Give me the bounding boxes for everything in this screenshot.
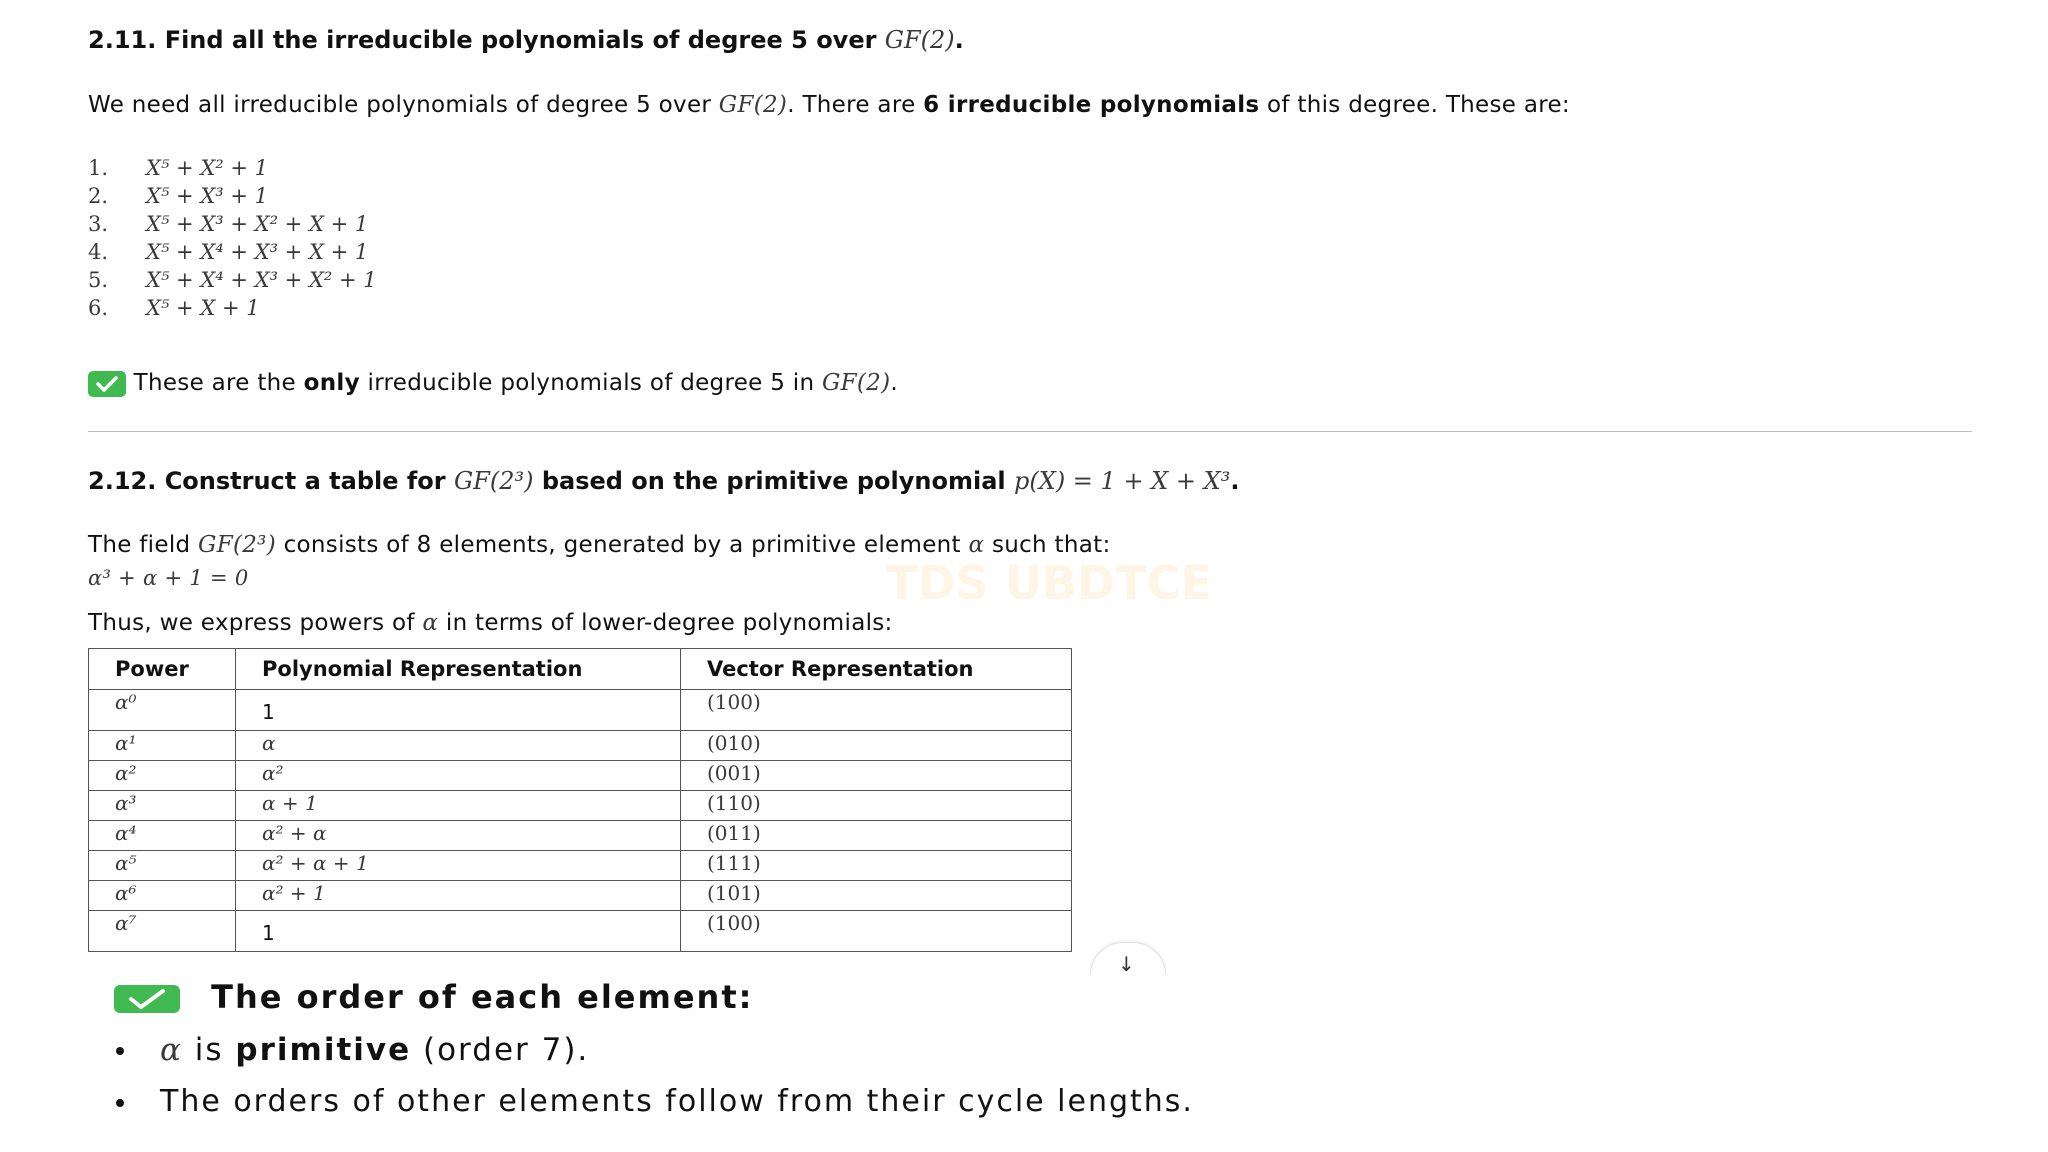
- conclusion-text-b: irreducible polynomials of degree 5 in: [367, 370, 815, 396]
- heading-math: GF(2): [884, 26, 955, 54]
- heading-math: GF(2³): [454, 467, 534, 495]
- vector-cell: (110): [681, 791, 1072, 821]
- column-header: Power: [89, 649, 236, 690]
- check-mark-icon: [88, 371, 126, 397]
- list-number: 4.: [88, 240, 109, 264]
- poly-cell: α²: [236, 761, 681, 791]
- alpha-symbol: α: [422, 610, 439, 636]
- poly-cell: [236, 911, 681, 952]
- gf8-table: [88, 648, 1072, 952]
- intro-paragraph: [88, 92, 1570, 118]
- table-row: [89, 761, 1072, 791]
- table-row: [89, 911, 1072, 952]
- bullet-dot: [116, 1047, 124, 1055]
- heading-text: 2.12. Construct a table for: [88, 467, 446, 495]
- intro-text: We need all irreducible polynomials of degree 5 over: [88, 92, 712, 118]
- vector-cell: (101): [681, 881, 1072, 911]
- power-cell: α⁰: [89, 690, 236, 731]
- section-2-12-heading: [88, 467, 1239, 495]
- heading-math-polynomial: p(X) = 1 + X + X³: [1014, 467, 1231, 495]
- thus-paragraph: [88, 610, 893, 636]
- poly-cell: α + 1: [236, 791, 681, 821]
- field-text: The field: [88, 532, 191, 558]
- table-row: [89, 851, 1072, 881]
- list-number: 3.: [88, 212, 109, 236]
- poly-value: 1: [262, 921, 275, 945]
- watermark: TDS UBDTCE: [886, 556, 1212, 610]
- heading-text-b: based on the primitive polynomial: [541, 467, 1006, 495]
- bullet-orders: The orders of other elements follow from their cycle lengths.: [160, 1084, 1194, 1119]
- bullet-primitive: [160, 1032, 589, 1068]
- heading-end: .: [1230, 467, 1240, 495]
- heading-text: 2.11. Find all the irreducible polynomials of degree 5 over: [88, 26, 877, 54]
- list-number: 6.: [88, 296, 109, 320]
- field-text-b: consists of 8 elements, generated by a primitive element: [283, 532, 961, 558]
- scroll-to-bottom-button[interactable]: [1090, 942, 1166, 975]
- field-description: [88, 532, 1111, 558]
- polynomial: X⁵ + X⁴ + X³ + X² + 1: [146, 268, 377, 292]
- table-row: [89, 821, 1072, 851]
- bullet-bold: primitive: [235, 1032, 412, 1068]
- power-cell: α³: [89, 791, 236, 821]
- polynomial: X⁵ + X² + 1: [146, 156, 268, 180]
- alpha-symbol: α: [968, 532, 985, 558]
- column-header: Vector Representation: [681, 649, 1072, 690]
- polynomial: X⁵ + X³ + 1: [146, 184, 268, 208]
- bullet-dot: [116, 1099, 124, 1107]
- vector-cell: (111): [681, 851, 1072, 881]
- order-title: The order of each element:: [211, 978, 754, 1016]
- power-cell: α²: [89, 761, 236, 791]
- table-header-row: [89, 649, 1072, 690]
- table-row: [89, 731, 1072, 761]
- list-number: 1.: [88, 156, 109, 180]
- vector-cell: (011): [681, 821, 1072, 851]
- vector-cell: (100): [681, 690, 1072, 731]
- bullet-text-b: (order 7).: [423, 1032, 590, 1068]
- poly-value: 1: [262, 700, 275, 724]
- power-cell: α⁵: [89, 851, 236, 881]
- conclusion-math: GF(2): [821, 370, 891, 396]
- table-row: [89, 690, 1072, 731]
- conclusion-bold: only: [303, 370, 360, 396]
- column-header: Polynomial Representation: [236, 649, 681, 690]
- conclusion-end: .: [890, 370, 898, 396]
- vector-cell: (010): [681, 731, 1072, 761]
- conclusion-text: These are the: [133, 370, 296, 396]
- arrow-down-icon: ↓: [1118, 952, 1135, 976]
- alpha-symbol: α: [160, 1032, 183, 1068]
- field-math: GF(2³): [198, 532, 276, 558]
- vector-cell: (001): [681, 761, 1072, 791]
- poly-cell: α² + 1: [236, 881, 681, 911]
- bullet-text: is: [194, 1032, 224, 1068]
- vector-cell: (100): [681, 911, 1072, 952]
- poly-cell: [236, 690, 681, 731]
- thus-text: Thus, we express powers of: [88, 610, 415, 636]
- intro-math: GF(2): [718, 92, 788, 118]
- intro-bold: 6 irreducible polynomials: [923, 92, 1260, 118]
- polynomial: X⁵ + X³ + X² + X + 1: [146, 212, 369, 236]
- power-cell: α⁷: [89, 911, 236, 952]
- order-heading: [114, 978, 753, 1016]
- polynomial: X⁵ + X⁴ + X³ + X + 1: [146, 240, 369, 264]
- heading-end: .: [954, 26, 964, 54]
- intro-text-c: of this degree. These are:: [1267, 92, 1570, 118]
- defining-equation: α³ + α + 1 = 0: [88, 566, 249, 590]
- poly-cell: α² + α: [236, 821, 681, 851]
- table-row: [89, 791, 1072, 821]
- list-number: 5.: [88, 268, 109, 292]
- thus-text-b: in terms of lower-degree polynomials:: [445, 610, 893, 636]
- power-cell: α¹: [89, 731, 236, 761]
- power-cell: α⁴: [89, 821, 236, 851]
- poly-cell: α² + α + 1: [236, 851, 681, 881]
- check-mark-icon: [114, 985, 180, 1013]
- conclusion-line: [88, 370, 898, 397]
- polynomial: X⁵ + X + 1: [146, 296, 260, 320]
- power-cell: α⁶: [89, 881, 236, 911]
- table-row: [89, 881, 1072, 911]
- field-text-c: such that:: [991, 532, 1111, 558]
- poly-cell: α: [236, 731, 681, 761]
- intro-text-b: . There are: [787, 92, 916, 118]
- list-number: 2.: [88, 184, 109, 208]
- section-divider: [88, 431, 1972, 432]
- section-2-11-heading: [88, 26, 964, 54]
